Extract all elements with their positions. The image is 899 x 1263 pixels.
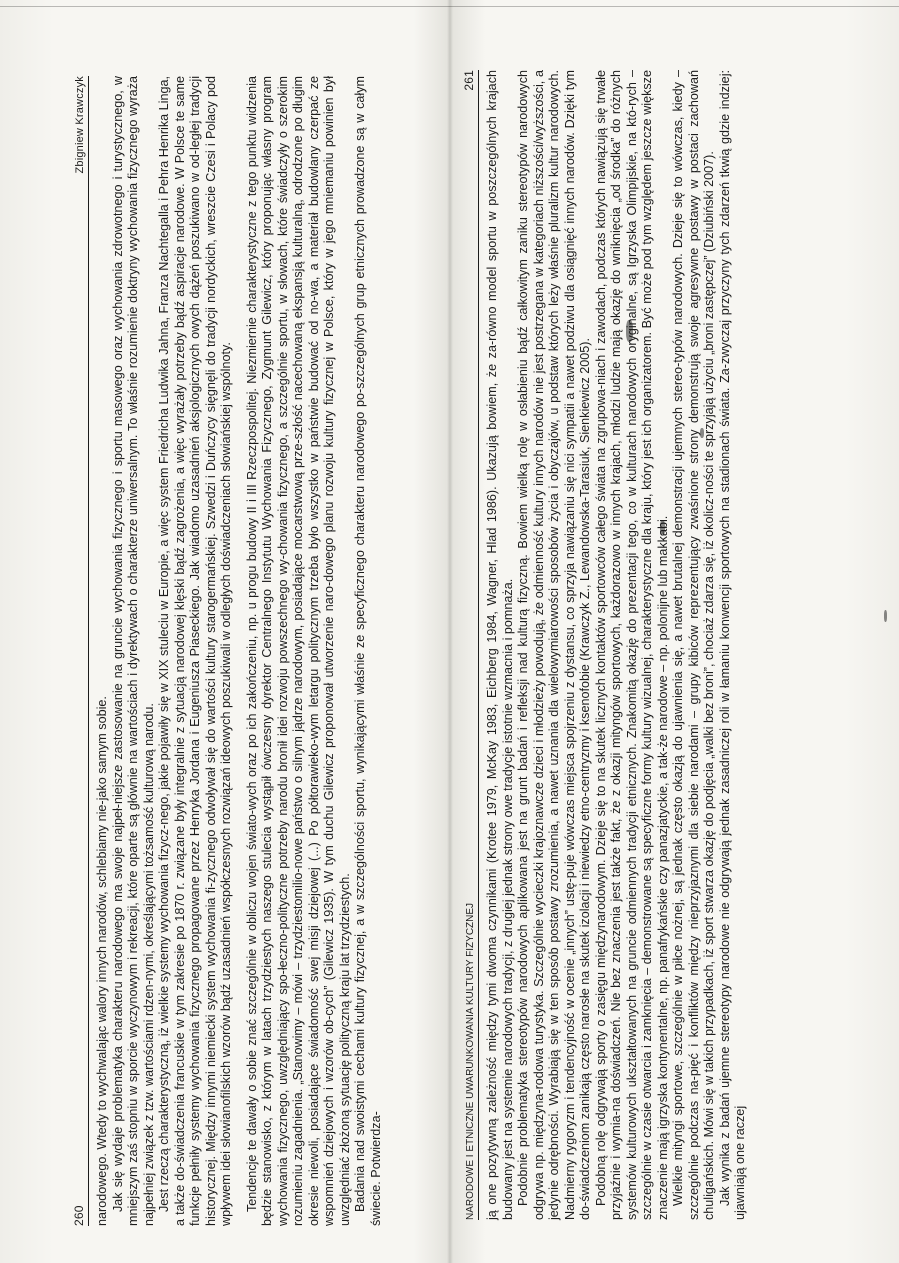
- paragraph: Jak się wydaje problematyka charakteru narodowego ma swoje najpeł-niejsze zastosowanie na gruncie wychowania fizycznego i sportu masowego oraz wychowania zdrowotnego i turystycznego, w mniejszym zaś stopniu w sporcie wyczynowym i rekreacji, które oparte są głównie na wartościach i dyrektywach o charakterze uniwersalnym. To właśnie rozumienie doktryny wychowania fizycznego wyraża najpełniej związek z tzw. wartościami rdzen-nymi, określającymi tożsamość kulturową narodu.: [110, 76, 156, 1226]
- right-page-body: [485, 70, 749, 1220]
- left-page-body: [95, 76, 384, 1226]
- running-head-title: NARODOWE I ETNICZNE UWARUNKOWANIA KULTURY FIZYCZNEJ: [465, 902, 476, 1220]
- page-number: 261: [462, 70, 476, 91]
- right-page-header: [460, 70, 479, 1220]
- left-page: [70, 76, 425, 1226]
- paragraph: narodowego. Wtedy to wychwalając walory innych narodów, schlebiamy nie-jako samym sobie.: [95, 696, 109, 1226]
- paragraph: Badania nad swoistymi cechami kultury fizycznej, a w szczególności sportu, wynikającymi właśnie ze specyficznego charakteru narodowego po-szczególnych grup etnicznych prowadzone są w całym świecie. Potwierdza-: [353, 76, 383, 1226]
- running-head-author: Zbigniew Krawczyk: [74, 76, 86, 174]
- left-page-header: [70, 76, 89, 1226]
- paragraph: Tendencje te dawały o sobie znać szczególnie w obliczu wojen świato-wych oraz po ich zakończeniu, np. u progu budowy II i III Rzeczpospolitej. Niezmiernie charakterystyczne z tego punktu widzenia będzie stanowisko, z którym w latach trzydziestych naszego stulecia wystąpił ówczesny dyrektor Centralnego Instytutu Wychowania Fizycznego, Zygmunt Gilewicz, który proponując własny program wychowania fizycznego, uwzględniający spo-łeczno-polityczne potrzeby narodu bronił idei rozwoju powszechnego wy-chowania fizycznego, a szczególnie sportu, w słowach, które świadczyły o szerokim rozumieniu zagadnienia. „Stanowimy – mówi – trzydziestomilio-nowe państwo o silnym jądrze narodowym, posiadające mocarstwową prze-szłość nacechowaną ekspansją kulturalną, odrodzone po długim okresie niewoli, posiadające świadomość swej misji dziejowej (...) Po półtorawieko-wym letargu politycznym trzeba było wszystko w państwie budować od no-wa, a materiał budowlany czerpać ze wspomnień dziejowych i wzorów ob-cych” (Gilewicz 1935). W tym duchu Gilewicz proponował utworzenie naro-dowego planu rozwoju kultury fizycznej w Polsce, który w jego mniemaniu powinien był uwzględniać złożoną sytuację polityczną kraju lat trzydziestych.: [244, 76, 352, 1226]
- scan-speck: [884, 610, 887, 622]
- paragraph: Wielkie mityngi sportowe, szczególnie w piłce nożnej, są jednak często okazją do ujawnienia się, a nawet brutalnej demonstracji ujemnych stereo-typów narodowych. Dzieje się to wówczas, kiedy – szczególnie podczas na-pięć i konfliktów między nieprzyjaznymi dla siebie narodami – grupy kibiców reprezentujący zwaśnione strony demonstrują swoje agresywne postawy w postaci zachowań chuligańskich. Mówi się w takich przypadkach, iż sport stwarza okazję do podjęcia „walki bez broni”, chociaż zdarza się, iż okolicz-ności te sprzyjają użyciu „broni zastępczej” (Dziubiński 2007).: [671, 70, 716, 1220]
- right-page: [460, 70, 830, 1220]
- paragraph: Podobną rolę odgrywają sporty o zasięgu międzynarodowym. Dzieje się to na skutek licznych kontaktów sportowców całego świata na zgrupowa-niach i zawodach, podczas których nawiązują się trwałe przyjaźnie i wymia-na doświadczeń. Nie bez znaczenia jest także fakt, że z okazji mityngów sportowych, każdorazowo w innych krajach, młodzi ludzie mają okazję do wniknięcia „od środka” do różnych systemów kulturowych ukształtowanych na gruncie odmiennych tradycji etnicznych. Znakomitą okazję do prezentacji tego, co w kulturach narodowych oryginalne, są Igrzyska Olimpijskie, na któ-rych – szczególnie w czasie otwarcia i zamknięcia – demonstrowane są specyficzne formy kultury wizualnej, charakterystyczne dla kraju, który jest ich organizatorem. Być może pod tym względem jeszcze większe znaczenie mają igrzyska kontynentalne, np. panafrykańskie czy panazjatyckie, a tak-że narodowe – np. polonijne lub makkabi.: [593, 70, 670, 1220]
- page-number: 260: [72, 1205, 86, 1226]
- paragraph: Jest rzeczą charakterystyczną, iż wielkie systemy wychowania fizycz-nego, jakie pojawiły się w XIX stuleciu w Europie, a więc system Friedricha Ludwika Jahna, Franza Nachtegalla i Pehra Henrika Linga, a także do-świadczenia francuskie w tym zakresie po 1870 r. związane były integralnie z sytuacją narodowej klęski bądź zagrożenia, a więc wyrażały potrzeby bądź aspiracje narodowe. W Polsce te same funkcje pełniły systemy wychowania fizycznego propagowane przez Henryka Jordana i Eugeniusza Piaseckiego. Jak wiadomo uzasadnień aksjologicznych owych dążeń poszukiwano w od-ległej tradycji historycznej. Między innymi niemiecki system wychowania fi-zycznego odwoływał się do wartości kultury starogermańskiej. Szwedzi i Duńczycy sięgnęli do tradycji nordyckich, wreszcie Czesi i Polacy pod wpływem idei słowianofilskich wzorów bądź uzasadnień współczesnych rozwiązań ideowych poszukiwali w odległych doświadczeniach słowiańskiej wspólnoty.: [157, 76, 233, 1226]
- paragraph: ją one pozytywną zależność między tymi dwoma czynnikami (Krotee 1979, McKay 1983, Eichberg 1984, Wagner, Hlad 1986). Ukazują bowiem, że za-równo model sportu w poszczególnych krajach budowany jest na systemie narodowych tradycji, z drugiej jednak strony owe tradycje istotnie wzmacnia i pomnaża.: [485, 70, 515, 1220]
- paragraph: Podobnie problematyka stereotypów narodowych aplikowana jest na grunt badań i refleksji nad kulturą fizyczną. Bowiem wielką rolę w osłabieniu bądź całkowitym zaniku stereotypów narodowych odgrywa np. międzyna-rodowa turystyka. Szczególnie wycieczki krajoznawcze dzieci i młodzieży powodują, że odmienność kultury innych narodów nie jest postrzegana w kategoriach niższości/wyższości, a jedynie odrębności. Wyrabiają się w ten sposób postawy zrozumienia, a nawet uznania dla wielowymiarowości sposobów życia i obyczajów, u podstaw których leży właśnie pluralizm kultur narodowych. Nadmierny rygoryzm i tendencyjność w ocenie „innych” ustę-puje wówczas miejsca spojrzeniu z dystansu, co sprzyja nawiązaniu się nici sympatii a nawet podziwu dla osiągnięć innych narodów. Dzięki tym do-świadczeniom zanikają często narosłe na skutek izolacji i niewiedzy etno-centryzmy i ksenofobie (Krawczyk Z., Lewandowska-Tarasiuk, Sienkiewicz 2005).: [516, 70, 592, 1220]
- paragraph: Jak wynika z badań ujemne stereotypy narodowe nie odgrywają jednak zasadniczej roli w łamaniu konwencji sportowych na stadionach świata. Za-zwyczaj przyczyny tych zdarzeń tkwią gdzie indziej: ujawniają one raczej: [717, 70, 747, 1220]
- book-gutter: [447, 0, 453, 1263]
